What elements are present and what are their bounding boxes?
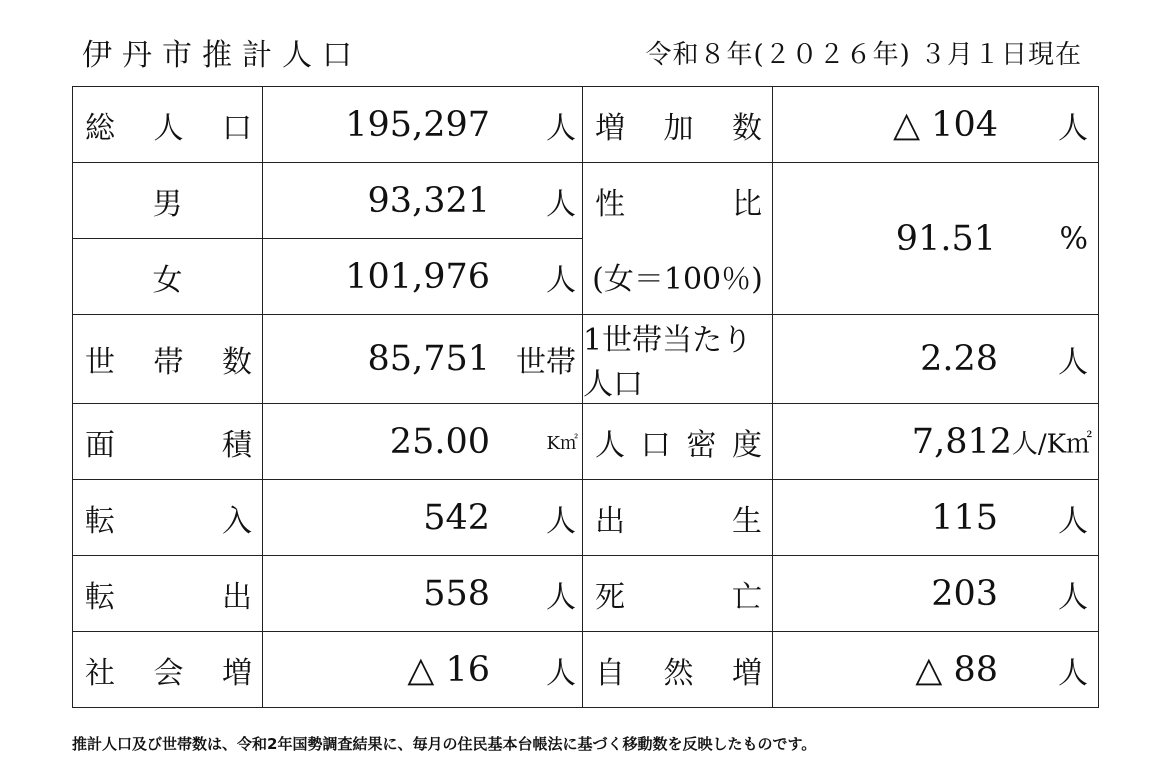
- as-of-date: 令和８年(２０２６年) ３月１日現在: [645, 40, 1082, 70]
- table-row: [73, 480, 1099, 556]
- footnote: 推計人口及び世帯数は、令和2年国勢調査結果に、毎月の住民基本台帳法に基づく移動数を反映したものです。: [72, 735, 817, 753]
- row-label-deaths: 死 亡: [583, 556, 773, 632]
- value-per-household: 2.28 人: [773, 315, 1099, 404]
- row-label-total-population: 総 人 口: [73, 87, 263, 163]
- population-table: [72, 86, 1099, 708]
- table-row: [73, 632, 1099, 708]
- row-label-households: 世 帯 数: [73, 315, 263, 404]
- value-female: 101,976 人: [263, 239, 583, 315]
- row-label-natural-increase: 自 然 増: [583, 632, 773, 708]
- page-title: 伊丹市推計人口: [82, 38, 362, 73]
- table-row: [73, 163, 1099, 239]
- row-label-sex-ratio: 性 比: [583, 163, 773, 239]
- table-row: [73, 87, 1099, 163]
- value-area: 25.00 K㎡: [263, 404, 583, 480]
- table-row: [73, 404, 1099, 480]
- value-sex-ratio: 91.51 %: [773, 163, 1099, 315]
- row-label-increase: 増 加 数: [583, 87, 773, 163]
- row-label-area: 面 積: [73, 404, 263, 480]
- table-row: [73, 556, 1099, 632]
- value-move-in: 542 人: [263, 480, 583, 556]
- row-label-density: 人 口 密 度: [583, 404, 773, 480]
- value-births: 115 人: [773, 480, 1099, 556]
- value-total-population: 195,297 人: [263, 87, 583, 163]
- value-social-increase: △ 16 人: [263, 632, 583, 708]
- value-deaths: 203 人: [773, 556, 1099, 632]
- row-label-births: 出 生: [583, 480, 773, 556]
- row-label-female: 女: [73, 239, 263, 315]
- value-households: 85,751 世帯: [263, 315, 583, 404]
- value-move-out: 558 人: [263, 556, 583, 632]
- table-row: [73, 315, 1099, 404]
- value-male: 93,321 人: [263, 163, 583, 239]
- value-density: 7,812 人/K㎡: [773, 404, 1099, 480]
- row-label-per-household: 1世帯当たり人口: [583, 315, 773, 404]
- row-label-social-increase: 社 会 増: [73, 632, 263, 708]
- row-label-move-in: 転 入: [73, 480, 263, 556]
- value-increase: △ 104 人: [773, 87, 1099, 163]
- sex-ratio-note: (女＝100％): [583, 239, 773, 315]
- row-label-move-out: 転 出: [73, 556, 263, 632]
- row-label-male: 男: [73, 163, 263, 239]
- value-natural-increase: △ 88 人: [773, 632, 1099, 708]
